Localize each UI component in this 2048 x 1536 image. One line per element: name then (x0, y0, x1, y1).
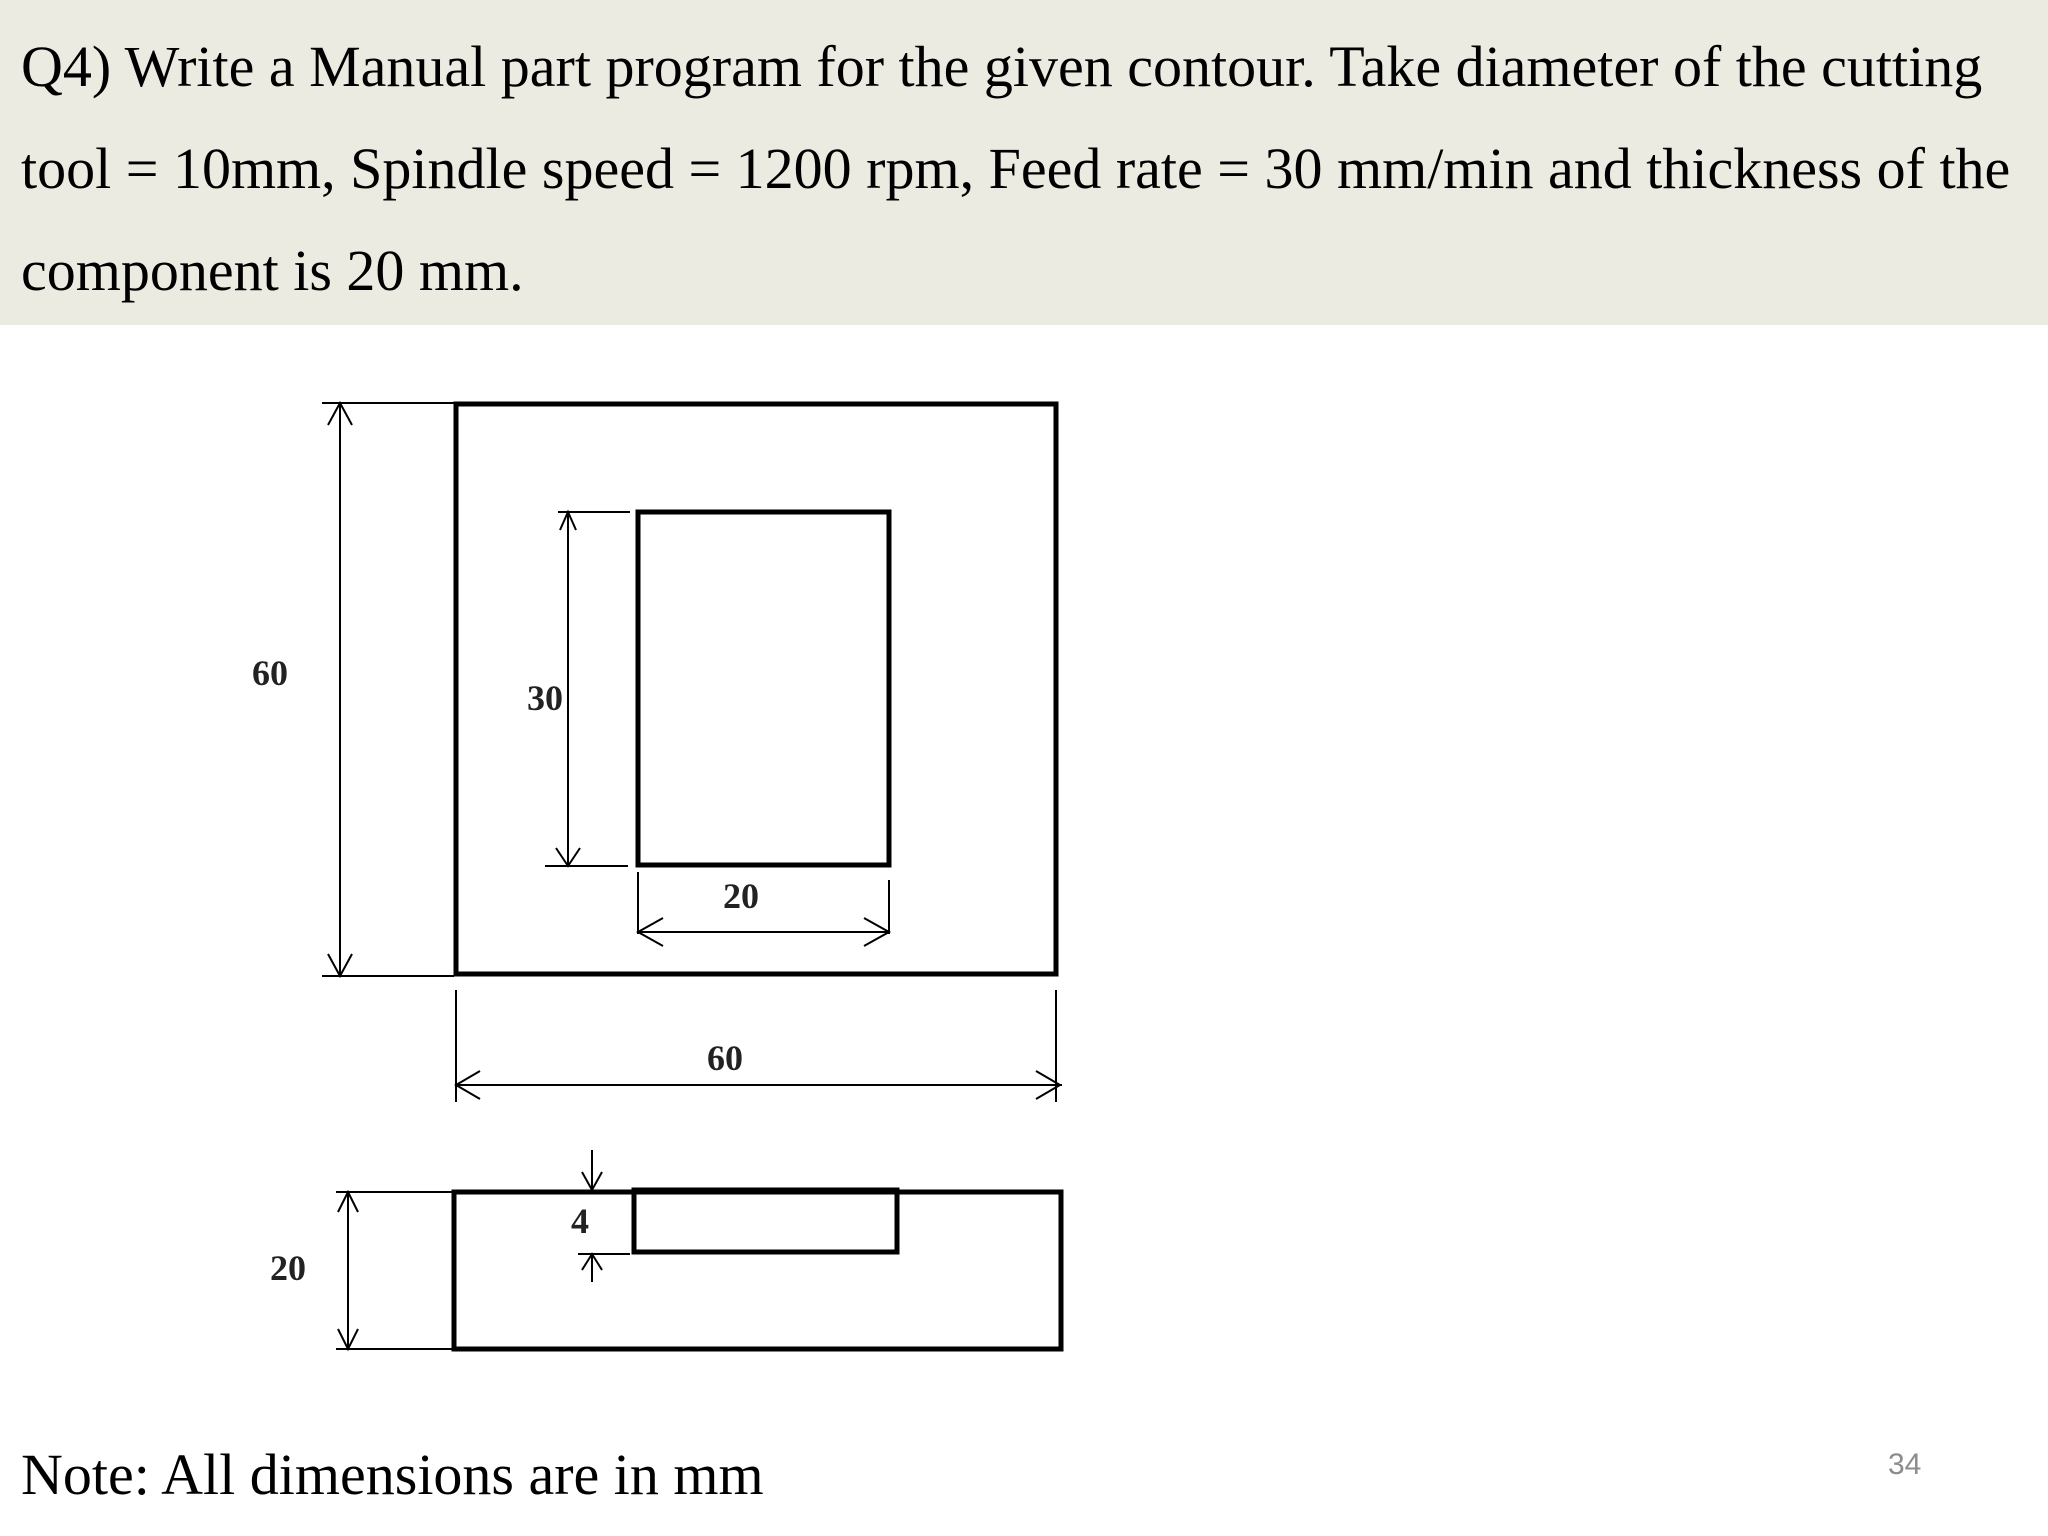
page-number: 34 (1888, 1448, 1922, 1481)
outer-width-label: 60 (707, 1038, 743, 1078)
outer-height-dimension (322, 403, 454, 976)
front-view (270, 1150, 1061, 1349)
pocket-profile (634, 1190, 897, 1252)
pocket-height-label: 30 (527, 678, 563, 718)
dimensions-note: Note: All dimensions are in mm (21, 1442, 764, 1507)
outer-height-label: 60 (252, 653, 288, 693)
outer-width-dimension (456, 990, 1062, 1102)
top-view (252, 403, 1062, 1102)
component-profile (454, 1192, 1061, 1349)
thickness-label: 20 (270, 1248, 306, 1288)
question-text: Q4) Write a Manual part program for the given contour. Take diameter of the cutting tool = 10mm, Spindle speed = 1200 rpm, Feed rate = 30 mm/min and thickness of the component is 20 mm. (21, 34, 2011, 303)
thickness-dimension (336, 1192, 452, 1349)
pocket-width-label: 20 (723, 876, 759, 916)
pocket-width-dimension (638, 872, 889, 946)
pocket-rectangle (638, 512, 889, 865)
pocket-depth-label: 4 (571, 1201, 589, 1241)
